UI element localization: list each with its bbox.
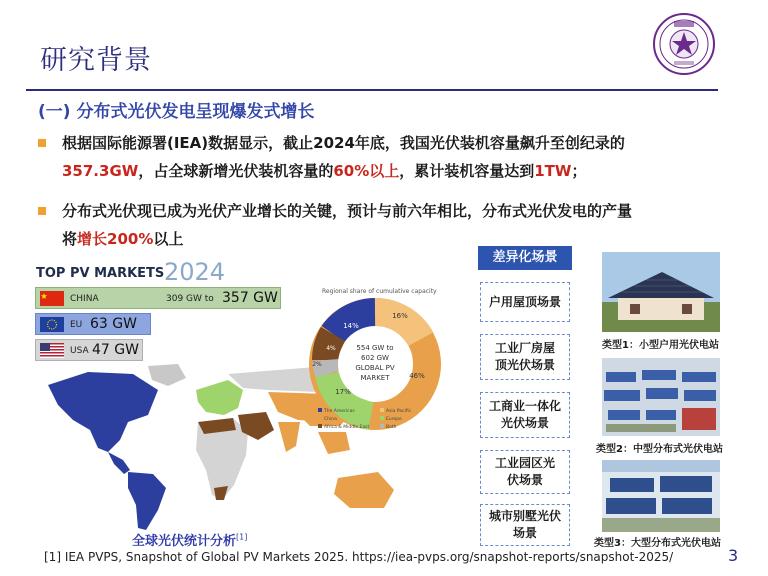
map-africa-south bbox=[214, 486, 228, 500]
donut-center-line4: MARKET bbox=[360, 374, 390, 382]
photo-caption-2: 类型2：中型分布式光伏电站 bbox=[596, 444, 723, 455]
legend-asia-pacific: Asia Pacific bbox=[386, 409, 412, 414]
map-caption-ref: [1] bbox=[236, 532, 248, 542]
bullet-1-highlight-capacity: 357.3GW bbox=[62, 162, 139, 180]
usa-market-bar bbox=[35, 339, 143, 361]
donut-slice-both bbox=[326, 360, 329, 374]
map-caption bbox=[132, 530, 247, 549]
pv-markets-title: TOP PV MARKETS bbox=[36, 266, 165, 281]
bullet-1-line1: 根据国际能源署(IEA)数据显示，截止2024年底，我国光伏装机容量飙升至创纪录的 bbox=[62, 134, 625, 152]
map-se-asia bbox=[318, 432, 350, 454]
bullet-2-end: 以上 bbox=[153, 230, 184, 248]
bullet-1-end: ； bbox=[571, 162, 587, 180]
bullet-2-highlight-growth: 增长200% bbox=[77, 230, 154, 248]
donut-label-africa: 4% bbox=[326, 345, 336, 352]
donut-label-china: 46% bbox=[409, 372, 425, 380]
legend-both: Both bbox=[386, 425, 397, 430]
legend-americas: The Americas bbox=[324, 409, 355, 414]
donut-label-asia: 16% bbox=[392, 312, 408, 320]
donut-legend bbox=[318, 406, 448, 432]
photo-caption-3: 类型3：大型分布式光伏电站 bbox=[594, 538, 721, 549]
bullet-2 bbox=[38, 197, 738, 253]
photo-caption-1: 类型1：小型户用光伏电站 bbox=[602, 340, 719, 351]
usa-flag-icon bbox=[40, 343, 64, 358]
map-europe bbox=[196, 380, 243, 415]
china-flag-icon bbox=[40, 291, 64, 306]
photo-small-residential-pv bbox=[602, 252, 720, 332]
legend-europe: Europe bbox=[386, 417, 402, 422]
donut-center-line2: 602 GW bbox=[361, 354, 389, 362]
bullet-1-mid2: ，累计装机容量达到 bbox=[399, 162, 535, 180]
donut-center-line3: GLOBAL PV bbox=[355, 364, 395, 372]
china-label: CHINA bbox=[70, 294, 99, 304]
donut-center-line1: 554 GW to bbox=[356, 344, 394, 352]
bullet-square-icon bbox=[38, 207, 46, 215]
eu-value: 63 GW bbox=[90, 316, 137, 332]
scenario-commercial-integrated: 工商业一体化 光伏场景 bbox=[480, 392, 570, 438]
photo-large-distributed-pv bbox=[602, 460, 720, 532]
donut-label-americas: 14% bbox=[343, 322, 359, 330]
eu-market-bar bbox=[35, 313, 151, 335]
eu-label: EU bbox=[70, 320, 83, 330]
map-australia bbox=[334, 472, 394, 508]
bullet-2-text bbox=[62, 197, 738, 253]
map-north-america bbox=[48, 372, 158, 452]
page-title: 研究背景 bbox=[40, 45, 152, 76]
donut-label-both: 2% bbox=[312, 361, 322, 368]
section-subtitle: (一) 分布式光伏发电呈现爆发式增长 bbox=[38, 102, 315, 122]
scenarios-header: 差异化场景 bbox=[478, 246, 572, 270]
scenario-industrial-rooftop: 工业厂房屋 顶光伏场景 bbox=[480, 334, 570, 380]
footnote-reference: [1] IEA PVPS, Snapshot of Global PV Markets 2025. https://iea-pvps.org/snapshot-reports/snapshot-2025/ bbox=[44, 550, 674, 564]
scenario-industrial-park: 工业园区光 伏场景 bbox=[480, 450, 570, 494]
photo-medium-distributed-pv bbox=[602, 358, 720, 436]
map-central-america bbox=[108, 452, 130, 474]
legend-china: China bbox=[324, 417, 337, 422]
donut-caption: Regional share of cumulative capacity bbox=[322, 288, 437, 295]
page-number: 3 bbox=[728, 546, 739, 565]
university-seal-logo bbox=[652, 12, 716, 76]
eu-flag-icon bbox=[40, 317, 64, 332]
usa-label: USA bbox=[70, 346, 89, 356]
legend-africa: Africa & Middle East bbox=[324, 425, 370, 430]
title-divider bbox=[26, 89, 718, 91]
bullet-1-mid: ，占全球新增光伏装机容量的 bbox=[138, 162, 334, 180]
bullet-1-text bbox=[62, 129, 738, 185]
china-market-bar bbox=[35, 287, 281, 309]
bullet-1-highlight-share: 60%以上 bbox=[333, 162, 400, 180]
china-range-text: 309 GW to bbox=[166, 294, 214, 304]
map-india bbox=[278, 422, 300, 452]
bullet-1-highlight-total: 1TW bbox=[534, 162, 572, 180]
donut-label-europe: 17% bbox=[335, 388, 351, 396]
pv-markets-year: 2024 bbox=[164, 258, 226, 286]
scenario-urban-villa: 城市别墅光伏 场景 bbox=[480, 504, 570, 546]
map-caption-text: 全球光伏统计分析 bbox=[132, 534, 237, 549]
bullet-1 bbox=[38, 129, 738, 185]
bullet-2-pre: 将 bbox=[62, 230, 78, 248]
map-south-america bbox=[128, 472, 166, 530]
bullet-2-line1: 分布式光伏现已成为光伏产业增长的关键，预计与前六年相比，分布式光伏发电的产量 bbox=[62, 202, 633, 220]
china-value: 357 GW bbox=[222, 290, 278, 306]
bullet-square-icon bbox=[38, 139, 46, 147]
map-greenland bbox=[148, 364, 186, 386]
scenario-residential-rooftop: 户用屋顶场景 bbox=[480, 282, 570, 322]
usa-value: 47 GW bbox=[92, 342, 139, 358]
